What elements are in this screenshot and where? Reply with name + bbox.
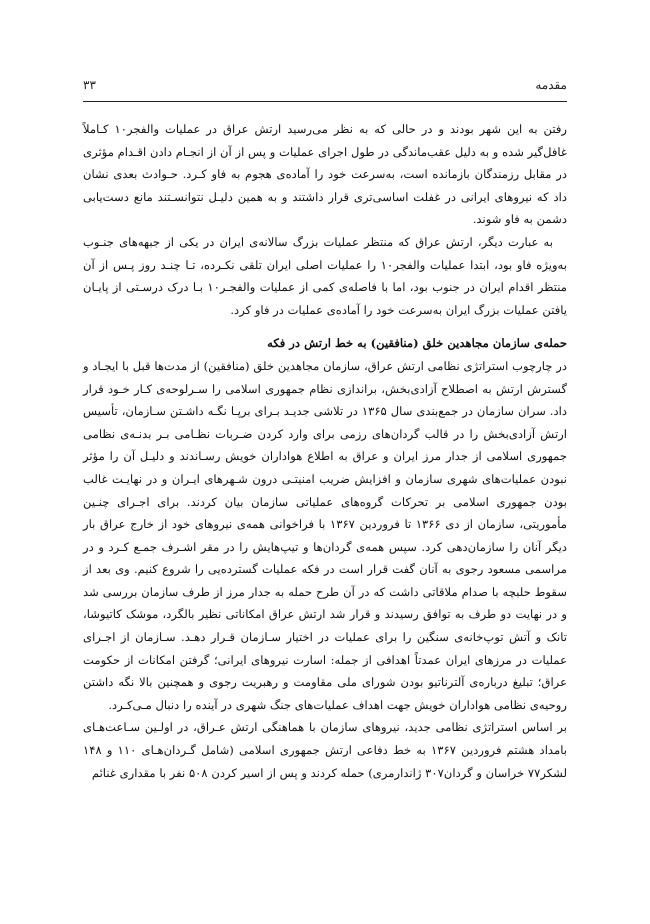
paragraph: رفتن به این شهر بودند و در حالی که به نظر می‌رسید ارتش عراق در عملیات والفجر۱۰ کـاملاً غافل‌گیر شده و به دلیل عقب‌ماندگی در طول اجرای عملیات و پس از آن از انجـام دادن اقـدام مؤثری در مقابل رزمندگان بازمانده است، به‌سرعت خود را آماده‌ی هجوم به فاو کـرد. حـوادث بعدی نشان داد که نیروهای ایرانی در غفلت اساسی‌تری قرار داشتند و به همین دلیـل نتوانسـتند مانع دست‌یابی دشمن به فاو شوند. (83, 122, 567, 227)
paragraph: به عبارت دیگر، ارتش عراق که منتظر عملیات بزرگ سالانه‌ی ایران در یکی از جبهه‌های جنـوب به‌ویژه فاو بود، ابتدا عملیات والفجر۱۰ را عملیات اصلی ایران تلقی نکـرده، تـا چنـد روز پـس از آن منتظر اقدام ایران در جنوب بود، اما با فاصله‌ی کمی از عملیات والفجـر۱۰ بـا درک درسـتی از پایـان یافتن عملیات بزرگ ایران به‌سرعت خود را آماده‌ی عملیات در فاو کرد. (83, 234, 567, 317)
body-text (83, 118, 567, 784)
section-heading: حمله‌ی سازمان مجاهدین خلق (منافقین) به خط ارتش در فکه (267, 336, 567, 351)
chapter-title: مقدمه (535, 78, 567, 92)
header-rule (83, 101, 567, 102)
paragraph: بر اساس استراتژی نظامی جدید، نیروهای سازمان با هماهنگی ارتش عـراق، در اولـین سـاعت‌هـای بامداد هشتم فروردین ۱۳۶۷ به خط دفاعی ارتش جمهوری اسلامی (شامل گـردان‌هـای ۱۱۰ و ۱۴۸ لشکر۷۷ خراسان و گردان۳۰۷ ژاندارمری) حمله کردند و پس از اسیر کردن ۵۰۸ نفر با مقداری غنائم (83, 720, 567, 780)
page-number: ۳۳ (83, 78, 96, 92)
paragraph: در چارچوب استراتژی نظامی ارتش عراق، سازمان مجاهدین خلق (منافقین) از مدت‌ها قبل با ایجـاد و گسترش ارتش به اصطلاح آزادی‌بخش، براندازی نظام جمهوری اسلامی را سـرلوحه‌ی کـار خـود قرار داد. سران سازمان در جمع‌بندی سال ۱۳۶۵ در تلاشی جدیـد بـرای برپـا نگـه داشـتن سـازمان، تأسیس ارتش آزادی‌بخش را در قالب گردان‌های رزمی برای وارد کردن ضـربات نظـامی بـر بدنـه‌ی نظامی جمهوری اسلامی از جدار مرز ایران و عراق به اطلاع هواداران خویش رسـاندند و دلیـل آن را مؤثر نبودن عملیات‌های شهری سازمان و افزایش ضریب امنیتـی درون شـهرهای ایـران و در نهایـت غالب بودن جمهوری اسلامی بر تحرکات گروه‌های عملیاتی سازمان بیان کردند. برای اجـرای چنـین مأموریتی، سازمان از دی ۱۳۶۶ تا فروردین ۱۳۶۷ با فراخوانی همه‌ی نیروهای خود از خارج عراق بار دیگر آنان را سازمان‌دهی کرد. سپس همه‌ی گردان‌ها و تیپ‌هایش را در مقر اشـرف جمـع کـرد و در مراسمی مسعود رجوی به آنان گفت قرار است در فکه عملیات گسترده‌یی را شروع کنیم. وی بعد از سقوط حلبچه با صدام ملاقاتی داشت که در آن طرح حمله به جدار مرز از طرف سازمان بررسی شد و در نهایت دو طرف به توافق رسیدند و قرار شد ارتش عراق امکاناتی نظیر بالگرد، موشک کاتیوشا، تانک و آتش توپ‌خانه‌ی سنگین را برای عملیات در اختیار سـازمان قـرار دهـد. سـازمان از اجـرای عملیات در مرزهای ایران عمدتاً اهدافی از جمله: اسارت نیروهای ایرانی؛ گرفتن امکانات از حکومت عراق؛ تبلیغ درباره‌ی آلترناتیو بودن شورای ملی مقاومت و رهبریت رجوی و همچنین بالا نگه داشتن روحیه‌ی نظامی هواداران خویش جهت اهداف عملیات‌های جنگ شهری در آینده را دنبال مـی‌کـرد. (83, 358, 567, 712)
running-header (83, 78, 567, 98)
